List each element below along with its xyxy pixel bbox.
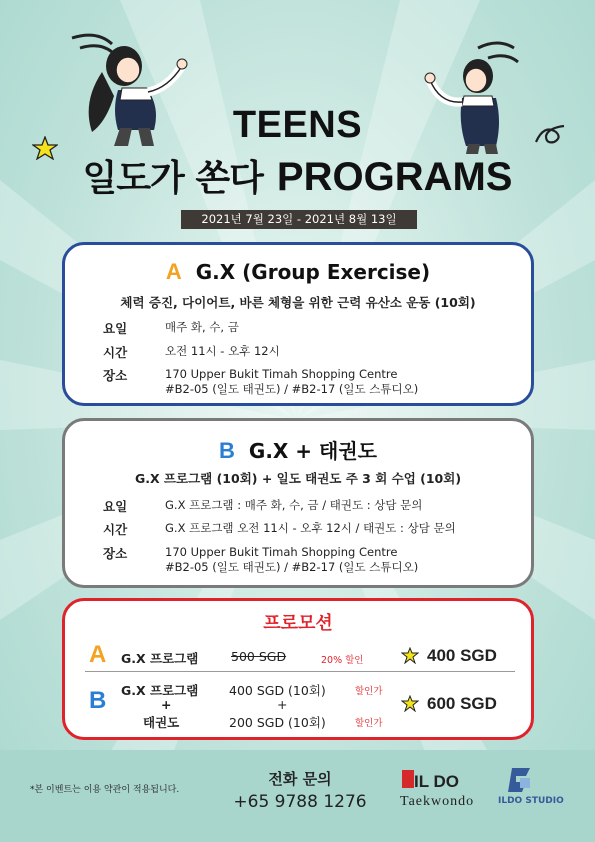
- place-label: 장소: [103, 368, 128, 383]
- place-label: 장소: [103, 546, 128, 561]
- program-a-heading: [65, 259, 531, 285]
- promo-b-discount2: 할인가: [355, 718, 383, 729]
- program-b-heading: [65, 435, 531, 464]
- program-a-letter: A: [165, 259, 182, 284]
- place-line1: 170 Upper Bukit Timah Shopping Centre: [165, 367, 398, 381]
- program-a-subtitle: 체력 증진, 다이어트, 바른 체형을 위한 근력 유산소 운동 (10회): [120, 295, 476, 310]
- day-value: G.X 프로그램 : 매주 화, 수, 금 / 태권도 : 상담 문의: [165, 498, 423, 512]
- program-a-name: G.X (Group Exercise): [195, 260, 431, 284]
- program-b-subtitle: G.X 프로그램 (10회) + 일도 태권도 주 3 회 수업 (10회): [134, 471, 462, 486]
- phone-number: +65 9788 1276: [233, 792, 367, 812]
- promotion-card: [62, 598, 534, 740]
- day-label: 요일: [103, 321, 128, 336]
- promo-b-plus2: +: [277, 697, 288, 712]
- promo-b-price1: 400 SGD (10회): [229, 683, 326, 698]
- time-value: G.X 프로그램 오전 11시 - 오후 12시 / 태권도 : 상담 문의: [165, 521, 456, 535]
- star-icon: [401, 647, 419, 664]
- footer: [0, 750, 595, 842]
- promo-a-discount: 20% 할인: [321, 655, 364, 666]
- ildo-studio-logo-icon: [500, 764, 540, 796]
- program-b-name: G.X + 태권도: [248, 439, 377, 463]
- logo-ildo: IL DO: [414, 772, 460, 791]
- star-icon: [401, 695, 419, 712]
- promo-a-original-price: 500 SGD: [231, 649, 287, 664]
- place-line1: 170 Upper Bukit Timah Shopping Centre: [165, 545, 398, 559]
- promo-a-final-price: 400 SGD: [427, 646, 497, 665]
- program-b-letter: B: [219, 438, 235, 463]
- promo-b-letter: B: [89, 687, 107, 714]
- time-label: 시간: [103, 345, 128, 360]
- promo-divider: [85, 671, 515, 672]
- promo-a-program: G.X 프로그램: [121, 651, 199, 666]
- promo-b-program1: G.X 프로그램: [121, 683, 199, 698]
- promo-b-price2: 200 SGD (10회): [229, 715, 326, 730]
- promo-b-discount1: 할인가: [355, 686, 383, 697]
- time-value: 오전 11시 - 오후 12시: [165, 344, 280, 358]
- day-value: 매주 화, 수, 금: [165, 320, 239, 334]
- date-range: 2021년 7월 23일 - 2021년 8월 13일: [181, 210, 417, 229]
- logo-ildo-studio: ILDO STUDIO: [498, 796, 564, 806]
- ildo-taekwondo-logo-icon: [402, 770, 414, 788]
- program-b-card: [62, 418, 534, 588]
- promo-b-program2: 태권도: [143, 715, 180, 730]
- terms-note: *본 이벤트는 이용 약관이 적용됩니다.: [30, 785, 180, 795]
- promotion-title: 프로모션: [263, 613, 333, 634]
- promo-a-letter: A: [89, 641, 107, 668]
- time-label: 시간: [103, 522, 128, 537]
- title-row: [0, 150, 595, 201]
- day-label: 요일: [103, 499, 128, 514]
- contact-label: 전화 문의: [268, 770, 332, 788]
- logo-taekwondo: Taekwondo: [400, 794, 475, 809]
- title-korean: 일도가 쏜다: [82, 158, 263, 199]
- program-a-card: [62, 242, 534, 406]
- title-programs: PROGRAMS: [276, 155, 513, 199]
- place-line2: #B2-05 (일도 태권도) / #B2-17 (일도 스튜디오): [165, 560, 419, 574]
- promo-b-plus: +: [161, 697, 172, 712]
- place-line2: #B2-05 (일도 태권도) / #B2-17 (일도 스튜디오): [165, 382, 419, 396]
- promo-b-final-price: 600 SGD: [427, 694, 497, 713]
- title-teens: TEENS: [232, 104, 363, 146]
